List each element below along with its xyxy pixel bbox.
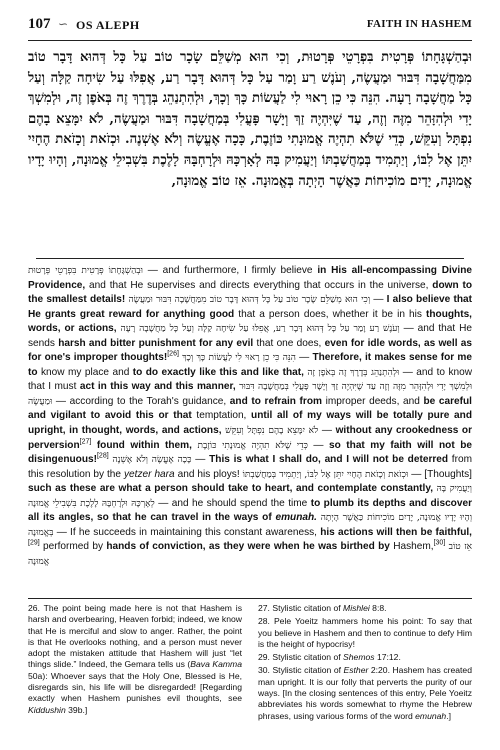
ornament-icon: ∽ (58, 17, 69, 31)
bold-phrase: Therefore, it makes sense for me to (28, 352, 472, 378)
hebrew-quote: וְעֹנֶשׁ רַע וָמַר עַל כָּל דְּהוּא דָּבָר רַע, אֲפִלּוּ עַל שִׂיחָה קַלָּה וְעַל כָּל מַחֲשָׁבָה רָעָה (120, 324, 400, 335)
footnote-reference: [26] (167, 350, 179, 358)
italic-term: Mishlei (343, 603, 370, 613)
hebrew-quote: הִנֵּה כִּי כֵן רָאוּי לִי לַעֲשׂוֹת כָּךְ וְכָךְ (182, 353, 296, 364)
translation-paragraph (28, 264, 472, 569)
hebrew-quote: אֵז טוֹב אֱמוּנָה (28, 542, 473, 567)
hebrew-quote: כָּכָה אֶעֱשֶׂה וְלֹא אֶשְׁנֶה (112, 455, 192, 466)
bold-phrase: be careful and vigilant to avoid this or that (28, 395, 472, 422)
bold-phrase: down to the smallest details! (28, 279, 472, 306)
hebrew-quote: לֹא יִמָּצֵא בָהֶם נִפְתָּל וְעִקֵּשׁ (225, 426, 319, 437)
hebrew-quote: וּבְהַשְׁגָּחָתוֹ פְּרָטִית בִּפְרָטֵי פְּרָטוּת (28, 266, 143, 276)
bold-phrase: until all of my ways will be totally pure and upright, in thought, words, and actions, (28, 410, 472, 437)
text-run: 50a): Whoever says that the Holy One, Blessed is He, disregards sin, his life will be disregarded! [Regarding exactly when Hashem punishes evil thoughts, see (28, 670, 242, 704)
text-run: — (191, 454, 210, 466)
bold-italic-term: emunah. (275, 512, 317, 524)
footnote-column-left (28, 603, 242, 724)
bold-phrase: to do exactly like this and like that, (132, 366, 304, 378)
text-run: — (318, 425, 336, 437)
bold-phrase: in His all-encompassing Divine Providence, (28, 265, 472, 291)
hebrew-quote: וְכִי הוּא מְשַׁלֵּם שָׂכָר טוֹב עַל כָּל דְּהוּא דָּבָר טוֹב מִמַּחֲשָׁבָה דִּבּוּר וּמַעֲשֶׂה (128, 295, 371, 306)
bold-phrase: even for idle words, as well as for one's improper thoughts! (28, 337, 473, 364)
text-run: 30. Stylistic citation of (258, 665, 344, 676)
hebrew-paragraph: וּבְהַשְׁגָּחָתוֹ פְּרָטִית בִּפְרָטֵי פְּרָטוּת, וְכִי הוּא מְשַׁלֵּם שָׂכָר טוֹב עַל כָּל דְּהוּא דָּבָר טוֹב מִמַּחֲשָׁבָה דִּבּוּר וּמַעֲשֶׂה, וְעֹנֶשׁ רַע וָמַר עַל כָּל דְּהוּא דָּבָר רַע, אֲפִלּוּ עַל שִׂיחָה קַלָּה וְעַל כָּל מַחֲשָׁבָה רָעָה. הִנֵּה כִּי כֵן רָאוּי לִי לַעֲשׂוֹת כָּךְ וְכָךְ, וּלְהִתְנַהֵג בְּדֶרֶךְ זֶה בְּאֹפֶן זֶה, וּלְמִשְׁךְ יָדִי וּלְהִזָּהֵר מִזֶּה וְזֶה, עַד שֶׁיִּהְיֶה זַךְ וְיָשָׁר פָּעֳלִי בְּמַחֲשָׁבָה דִּבּוּר וּמַעֲשֶׂה, לֹא יִמָּצֵא בָהֶם נִפְתָּל וְעִקֵּשׁ, כְּדֵי שֶׁלֹּא תִהְיֶה אֱמוּנָתִי כּוֹזֶבֶת, כָּכָה אֶעֱשֶׂה וְלֹא אֶשְׁנֶה. וּכְזֹאת וְכָזֹאת הֶחָיִי יִתֵּן אֶל לִבּוֹ, וְיַתְמִיד בְּמַחֲשַׁבְתּוֹ וְיַעֲמִיק בָּהּ לְאָרְכָּהּ וּלְרָחְבָּהּ לָלֶכֶת בִּשְׁבִילֵי אֱמוּנָה, וְהָיוּ יָדָיו אֱמוּנָה, יָדַיִם מוֹכִיחוֹת כַּאֲשֶׁר הָיְתָה בְּאֱמוּנָה. אֵז טוֹב אֱמוּנָה, (28, 50, 472, 189)
footnote (28, 603, 242, 716)
text-run: 8:8. (369, 603, 387, 613)
book-page (28, 0, 472, 750)
text-run: and his ploys! (174, 468, 243, 480)
text-run: 39b.] (65, 704, 88, 715)
bold-phrase: and to refrain from (229, 395, 322, 407)
hebrew-quote: וּלְהִתְנַהֵג בְּדֶרֶךְ זֶה בְּאֹפֶן זֶה (307, 367, 400, 378)
text-run: that one does, (253, 337, 325, 349)
text-run: 17:12. (374, 652, 401, 663)
text-run: — and he should spend the time (154, 497, 311, 509)
bold-phrase: I also believe that He grants great reward for anything good (28, 294, 472, 320)
text-run: — (307, 439, 329, 451)
text-run: that a person does, whether it be in his (234, 308, 427, 320)
hebrew-quote: וּלְמִשְׁךְ יָדִי וּלְהִזָּהֵר מִזֶּה וְזֶה עַד שֶׁיִּהְיֶה זַךְ וְיָשָׁר פָּעֳלִי בְּמַחֲשָׁבָה דִּבּוּר וּמַעֲשֶׂה (28, 382, 472, 407)
text-run: Hashem, (389, 541, 434, 553)
text-run: — and to know that I must (28, 366, 473, 393)
footnote (258, 616, 472, 650)
bold-phrase: so that my faith will not be disingenuous! (28, 439, 472, 466)
footnote-rule (28, 598, 472, 599)
page-number: 107 (28, 16, 51, 32)
bold-phrase: act in this way and this manner, (79, 381, 236, 393)
footnote (258, 665, 472, 721)
text-run: — and furthermore, I firmly believe (142, 265, 318, 276)
italic-term: Shemos (343, 652, 375, 663)
footnote (258, 652, 472, 663)
text-run: and that He supervises and directs everything that occurs in the universe, (85, 279, 433, 291)
text-run: improper deeds, and (322, 395, 424, 407)
book-title: OS ALEPH (76, 18, 140, 32)
text-run: 29. Stylistic citation of (258, 652, 344, 663)
bold-phrase: hands of conviction, as they were when he was birthed by (106, 541, 390, 553)
text-run: from this resolution by the (28, 454, 472, 480)
hebrew-source-text (28, 48, 472, 192)
text-run: know my place and (37, 366, 133, 378)
italic-term: Esther (343, 665, 369, 676)
chapter-title: FAITH IN HASHEM (366, 18, 472, 30)
translation-commentary (28, 264, 472, 569)
hebrew-quote: וְהָיוּ יָדָיו אֱמוּנָה, יָדַיִם מוֹכִיחוֹת כַּאֲשֶׁר הָיְתָה בְּאֱמוּנָה (28, 513, 472, 538)
italic-term: Kiddushin (28, 704, 66, 715)
text-run: — (295, 352, 313, 364)
text-run: .] (446, 710, 451, 721)
text-run: 2:20. Hashem has created man upright. It is our folly that perverts the purity of our ways. [In the closing sentences of this entry, Pele Yoeitz abbreviates his words somewhat to rhyme the Hebrew phrases, using various forms of the word (258, 665, 472, 721)
bold-phrase: to plumb its depths and discover all its angles, so that he can travel in the ways of (28, 497, 472, 524)
footnotes (28, 603, 472, 724)
footnote (258, 603, 472, 614)
text-run: — (370, 294, 387, 306)
footnote-reference: [27] (79, 438, 92, 446)
section-divider (36, 258, 464, 259)
text-run: temptation, (191, 410, 252, 422)
italic-term: Bava Kamma (190, 659, 242, 670)
text-run: 28. Pele Yoeitz hammers home his point: To say that you believe in Hashem and then to continue to defy Him is the height of hypocrisy! (258, 616, 472, 649)
text-run: — If he succeeds in maintaining this constant awareness, (53, 526, 321, 538)
bold-phrase: without any crookedness or perversion (28, 425, 473, 451)
footnote-column-right (258, 603, 472, 724)
text-run: — [Thoughts] (408, 468, 472, 480)
italic-term: yetzer hara (124, 468, 175, 480)
bold-phrase: found within them, (91, 439, 192, 451)
footnote-reference: [28] (96, 452, 109, 460)
bold-phrase: his actions will then be faithful, (320, 526, 472, 538)
bold-phrase: harsh and bitter punishment for any evil (58, 337, 254, 349)
header-rule (28, 40, 472, 41)
running-header (28, 16, 472, 38)
italic-term: emunah (415, 710, 447, 721)
bold-phrase: thoughts, words, or actions, (28, 308, 472, 335)
hebrew-quote: וּכְזֹאת וְכָזֹאת הֶחָיִי יִתֵּן אֶל לִבּוֹ, וְיַתְמִיד בְּמַחֲשַׁבְתּוֹ (242, 469, 409, 480)
text-run: 27. Stylistic citation of (258, 603, 344, 613)
footnote-reference: [29] (28, 540, 40, 548)
text-run: 26. The point being made here is not that Hashem is harsh and overbearing, Heaven forbid; indeed, we know that He is merciful and slow to anger. Rather, the point is that He overlooks nothing, and a person must never adopt the mistaken attitude that Hashem will just “let things slide.” Indeed, the Gemara tells us ( (28, 603, 242, 670)
text-run: performed by (39, 541, 107, 553)
footnote-reference: [30] (433, 540, 446, 548)
hebrew-quote: וְיַעֲמִיק בָּהּ לְאָרְכָּהּ וּלְרָחְבָּהּ לָלֶכֶת בִּשְׁבִילֵי אֱמוּנָה (28, 484, 472, 509)
bold-phrase: such as these are what a person should take to heart, and contemplate constantly, (28, 483, 434, 495)
hebrew-quote: כְּדֵי שֶׁלֹּא תִהְיֶה אֱמוּנָתִי כּוֹזֶבֶת (197, 440, 308, 451)
text-run: — and that He sends (28, 323, 472, 349)
text-run: — according to the Torah's guidance, (52, 395, 230, 407)
bold-phrase: This is what I shall do, and I will not be deterred (209, 454, 449, 466)
